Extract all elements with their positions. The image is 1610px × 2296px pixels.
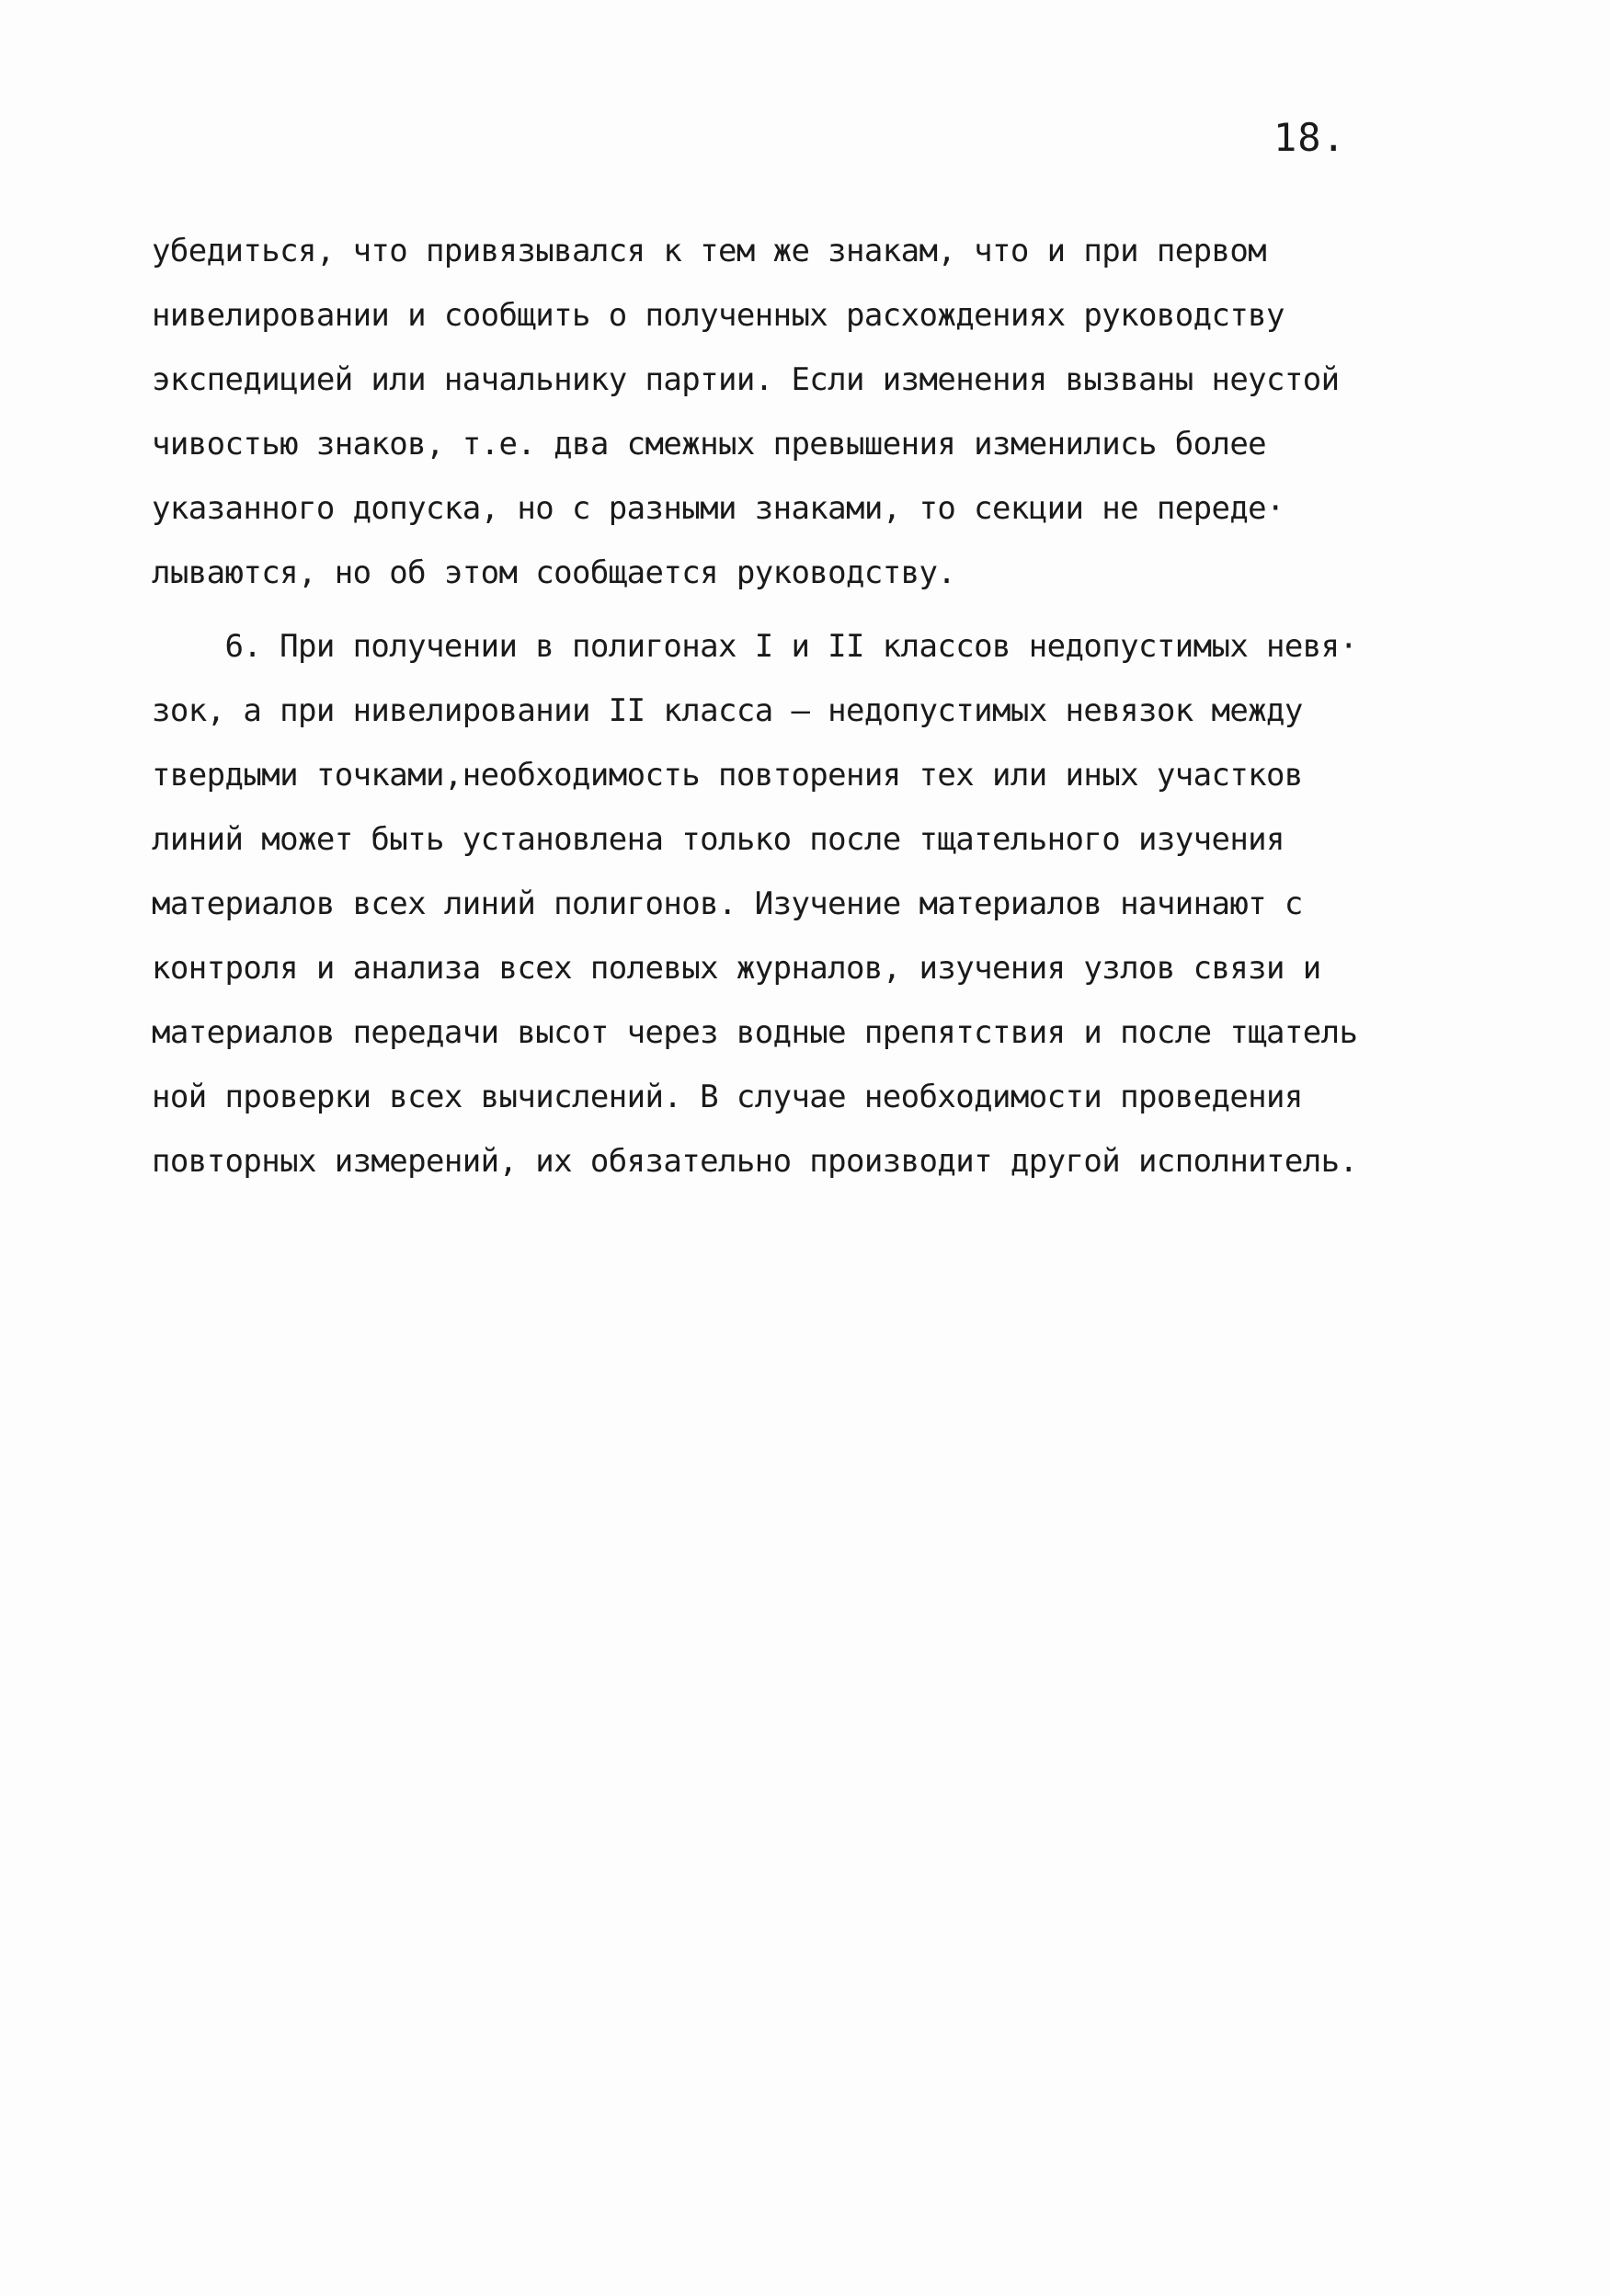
text-line: линий может быть установлена только после тщательного изучения — [152, 821, 1285, 858]
text-line: лываются, но об этом сообщается руководству. — [152, 554, 956, 591]
text-line: материалов передачи высот через водные препятствия и после тщатель — [152, 1014, 1358, 1051]
text-line: контроля и анализа всех полевых журналов, изучения узлов связи и — [152, 950, 1321, 987]
paragraph-2 — [152, 614, 1457, 1194]
text-line: повторных измерений, их обязательно производит другой исполнитель. — [152, 1143, 1358, 1180]
text-line: ной проверки всех вычислений. В случае необходимости проведения — [152, 1079, 1303, 1115]
page-number: 18. — [1273, 115, 1346, 160]
text-line: материалов всех линий полигонов. Изучение материалов начинают с — [152, 885, 1303, 922]
paragraph-1 — [152, 219, 1457, 605]
text-line: экспедицией или начальнику партии. Если изменения вызваны неустой — [152, 361, 1340, 398]
text-line: 6. При получении в полигонах I и II классов недопустимых невя· — [152, 628, 1358, 665]
text-line: указанного допуска, но с разными знаками, то секции не переде· — [152, 490, 1285, 527]
text-line: чивостью знаков, т.е. два смежных превышения изменились более — [152, 426, 1267, 463]
text-line: твердыми точками,необходимость повторения тех или иных участков — [152, 757, 1303, 794]
text-line: зок, а при нивелировании II класса – недопустимых невязок между — [152, 692, 1303, 729]
text-line: нивелировании и сообщить о полученных расхождениях руководству — [152, 297, 1285, 334]
text-line: убедиться, что привязывался к тем же знакам, что и при первом — [152, 233, 1267, 269]
